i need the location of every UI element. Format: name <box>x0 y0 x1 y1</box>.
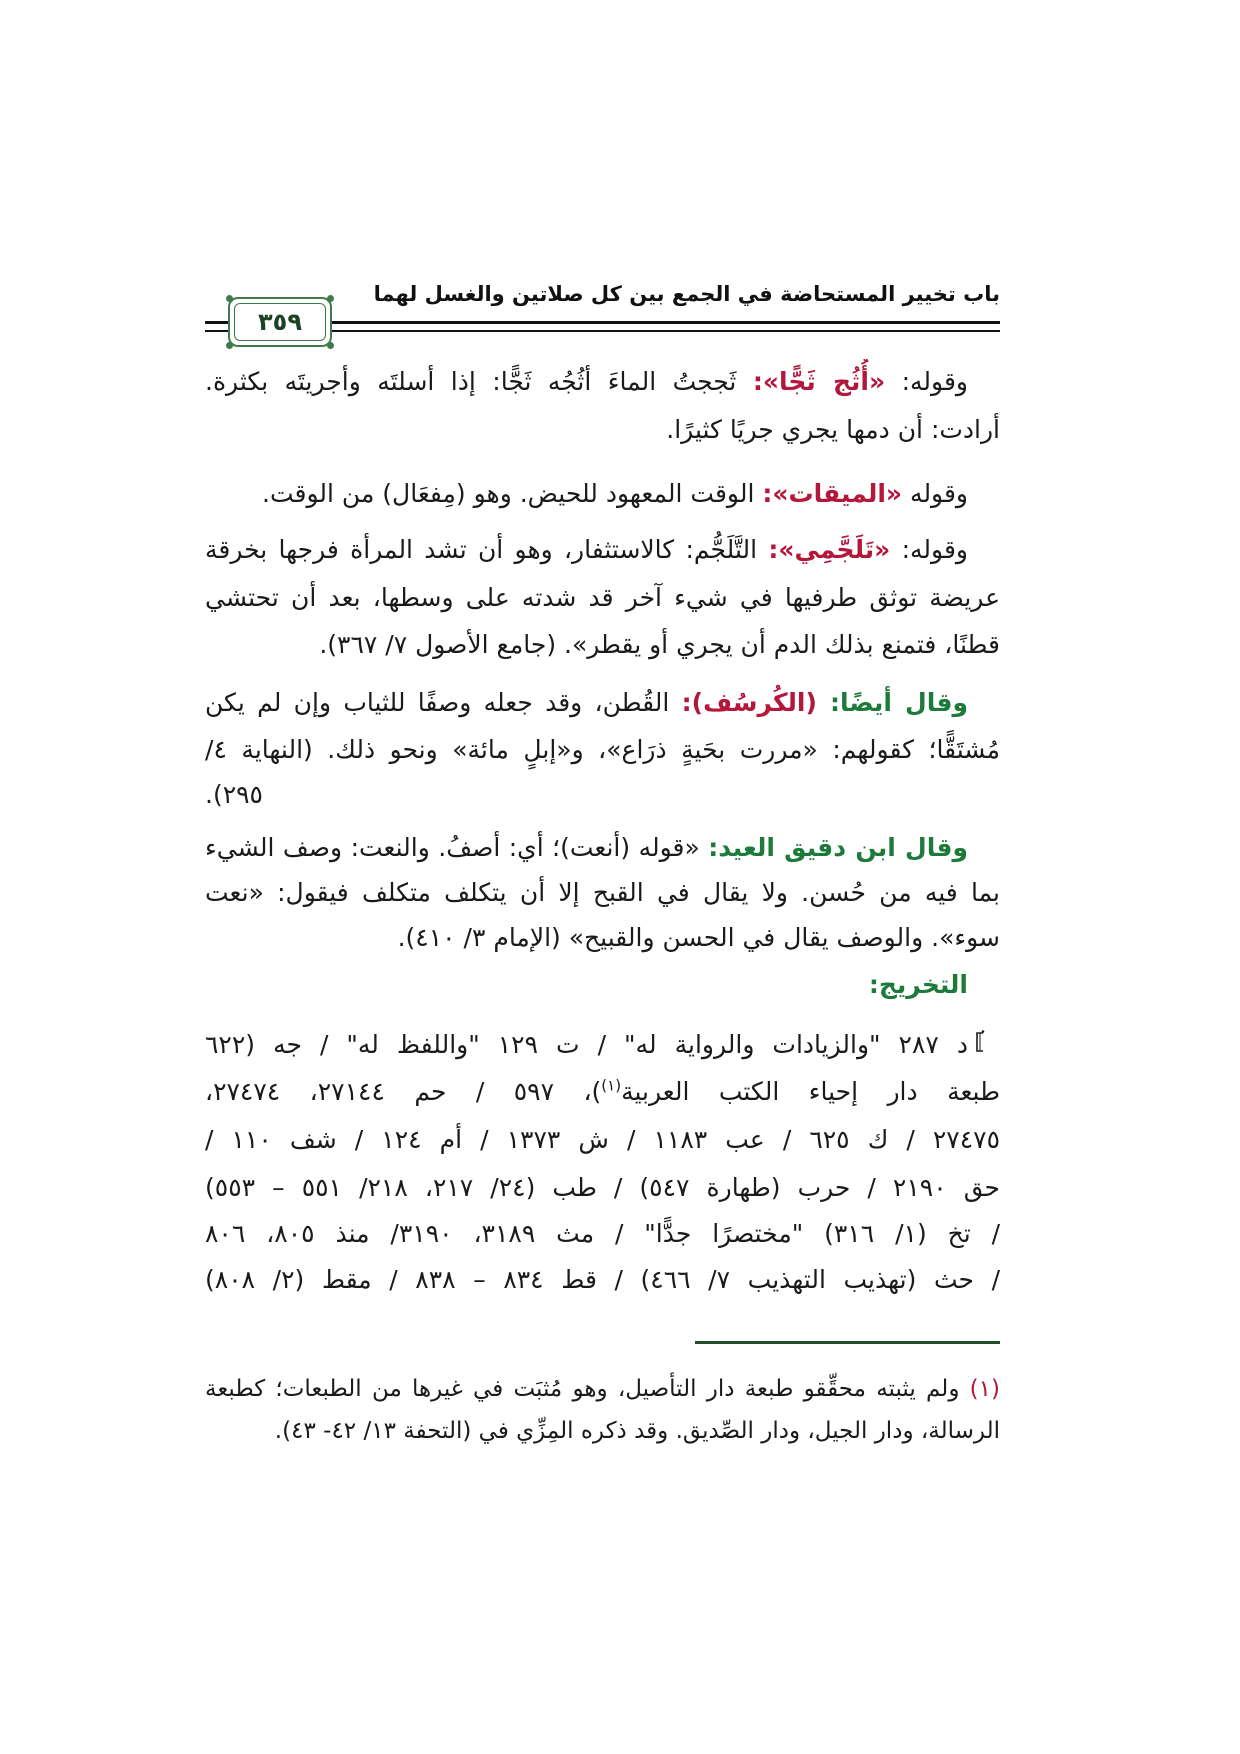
takhrij-line <box>205 1022 1000 1069</box>
chapter-header-title: باب تخيير المستحاضة في الجمع بين كل صلاتين والغسل لهما <box>373 282 1000 306</box>
frame-ornament-icon <box>327 342 334 349</box>
takhrij-line <box>205 1257 1000 1303</box>
line-text: ثَججتُ الماءَ أثُجُه ثَجًّا: إذا أسلتَه وأجريتَه بكثرة. <box>205 367 753 396</box>
commentary-line <box>205 575 1000 621</box>
line-text: سوء». والوصف يقال في الحسن والقبيح» (الإمام ٣/ ٤١٠). <box>397 923 1000 952</box>
frame-ornament-icon <box>327 295 334 302</box>
takhrij-line <box>205 1165 1000 1211</box>
line-text: / تخ (١/ ٣١٦) "مختصرًا جدًّا" / مث ٣١٨٩، ٣١٩٠/ منذ ٨٠٥، ٨٠٦ <box>205 1219 1000 1248</box>
commentary-line <box>205 915 1000 961</box>
headword: «تَلَجَّمِي»: <box>768 535 891 564</box>
line-text: مُشتَقًّا؛ كقولهم: «مررت بحَيةٍ ذرَاع»، و«إبلٍ مائة» ونحو ذلك. (النهاية ٤/ <box>205 735 1000 764</box>
page-number-frame <box>228 297 332 347</box>
line-text: التَّلَجُّم: كالاستثفار، وهو أن تشد المرأة فرجها بخرقة <box>205 535 769 564</box>
line-text: )، ٥٩٧ / حم ٢٧١٤٤، ٢٧٤٧٤، <box>205 1077 602 1106</box>
line-text: د ٢٨٧ "والزيادات والرواية له" / ت ١٢٩ "واللفظ له" / جه (٦٢٢ <box>205 1030 968 1059</box>
frame-ornament-icon <box>226 295 233 302</box>
commentary-line <box>205 825 1000 871</box>
footnote-line <box>205 1369 1000 1409</box>
line-text: «قوله (أنعت)؛ أي: أصفُ. والنعت: وصف الشيء <box>205 833 709 862</box>
commentary-line <box>205 407 1000 453</box>
takhrij-line <box>205 1069 1000 1115</box>
footnote-separator <box>695 1341 1000 1344</box>
line-text: ٢٩٥). <box>205 780 263 809</box>
line-text: طبعة دار إحياء الكتب العربية <box>621 1077 1000 1106</box>
footnote-text: ولم يثبته محقِّقو طبعة دار التأصيل، وهو مُثبَت في غيرها من الطبعات؛ كطبعة <box>205 1376 970 1402</box>
footnote-reference: (١) <box>601 1076 622 1095</box>
footnote-text: الرسالة، ودار الجيل، ودار الصِّديق. وقد ذكره المِزِّي في (التحفة ١٣/ ٤٢- ٤٣). <box>274 1418 1000 1444</box>
line-text: الوقت المعهود للحيض. وهو (مِفعَال) من الوقت. <box>262 479 763 508</box>
commentary-line <box>205 870 1000 916</box>
line-text: حق ٢١٩٠ / حرب (طهارة ٥٤٧) / طب (٢٤/ ٢١٧، ٢١٨/ ٥٥١ – ٥٥٣) <box>205 1173 1000 1202</box>
line-text: / حث (تهذيب التهذيب ٧/ ٤٦٦) / قط ٨٣٤ – ٨٣٨ / مقط (٢/ ٨٠٨) <box>205 1265 1000 1294</box>
quote-intro: وقوله <box>902 479 968 508</box>
takhrij-line <box>205 1211 1000 1257</box>
takhrij-heading: التخريج: <box>868 970 968 999</box>
headword: (الكُرسُف): <box>681 688 830 717</box>
speaker-label: وقال أيضًا: <box>829 688 969 717</box>
page-number: ٣٥٩ <box>258 308 302 336</box>
line-text: القُطن، وقد جعله وصفًا للثياب وإن لم يكن <box>205 688 682 717</box>
quote-intro: وقوله: <box>885 367 968 396</box>
quote-intro: وقوله: <box>890 535 968 564</box>
commentary-line <box>205 359 1000 405</box>
ruling-mark-icon <box>972 1023 986 1069</box>
line-text: ٢٧٤٧٥ / ك ٦٢٥ / عب ١١٨٣ / ش ١٣٧٣ / أم ١٢٤ / شف ١١٠ / <box>205 1125 1000 1154</box>
commentary-line <box>205 471 1000 517</box>
headword: «أُثُج ثَجًّا»: <box>752 367 886 396</box>
line-text: قطنًا، فتمنع بذلك الدم أن يجري أو يقطر». (جامع الأصول ٧/ ٣٦٧). <box>319 630 1000 659</box>
commentary-line <box>205 680 1000 726</box>
footnote-line <box>205 1411 1000 1451</box>
line-text: عريضة توثق طرفيها في شيء آخر قد شدته على وسطها، بعد أن تحتشي <box>205 583 1000 612</box>
headword: «الميقات»: <box>762 479 903 508</box>
footnote-marker: (١) <box>969 1376 1000 1402</box>
commentary-line <box>205 527 1000 573</box>
commentary-line <box>205 772 1000 818</box>
page-number-inner-frame <box>234 303 326 341</box>
commentary-line <box>205 622 1000 668</box>
line-text: أرادت: أن دمها يجري جريًا كثيرًا. <box>666 415 1000 444</box>
speaker-label: وقال ابن دقيق العيد: <box>708 833 969 862</box>
commentary-line <box>205 727 1000 773</box>
line-text: بما فيه من حُسن. ولا يقال في القبح إلا أن يتكلف متكلف فيقول: «نعت <box>205 878 1000 907</box>
frame-ornament-icon <box>226 342 233 349</box>
takhrij-line <box>205 1117 1000 1163</box>
